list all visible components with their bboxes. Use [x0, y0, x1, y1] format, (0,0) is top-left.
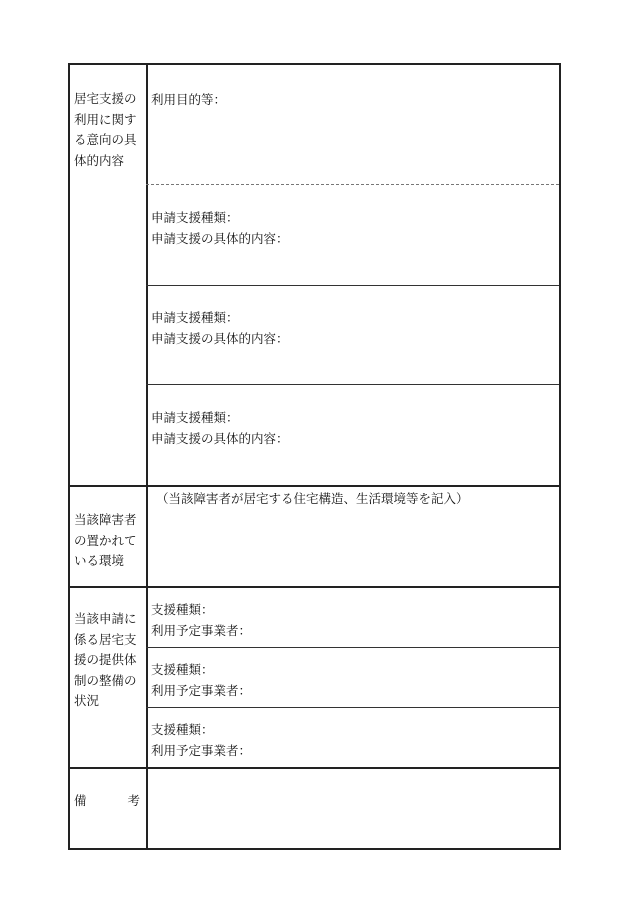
request-field-3[interactable] — [151, 407, 289, 449]
provider-label: 利用予定事業者： — [151, 623, 252, 638]
section-divider-provision — [70, 586, 559, 588]
remarks-char: 備 — [74, 793, 87, 808]
label-line: 当該障害者 — [74, 512, 137, 527]
remarks-char: 考 — [127, 793, 140, 808]
request-field-2[interactable] — [151, 307, 289, 349]
purpose-label: 利用目的等： — [151, 92, 227, 107]
provider-label: 利用予定事業者： — [151, 743, 252, 758]
support-type-label: 支援種類： — [151, 662, 214, 677]
request-content-label: 申請支援の具体的内容： — [151, 231, 289, 246]
request-type-label: 申請支援種類： — [151, 410, 239, 425]
request-field-1[interactable] — [151, 207, 289, 249]
label-line: の置かれて — [74, 532, 137, 548]
environment-note: （当該障害者が居宅する住宅構造、生活環境等を記入） — [156, 491, 469, 506]
provision-divider-1 — [146, 647, 559, 648]
label-line: いる環境 — [74, 553, 125, 568]
label-line: 係る居宅支 — [74, 631, 137, 647]
request-content-label: 申請支援の具体的内容： — [151, 331, 289, 346]
label-line: る意向の具 — [74, 132, 137, 147]
provision-divider-2 — [146, 707, 559, 708]
label-line: 居宅支援の — [74, 91, 137, 106]
label-line: 制の整備の — [74, 672, 137, 688]
provider-label: 利用予定事業者： — [151, 683, 252, 698]
residential-support-label — [74, 89, 144, 171]
provision-field-2[interactable] — [151, 659, 251, 701]
label-line: 体的内容 — [74, 152, 125, 168]
purpose-divider — [146, 184, 559, 185]
label-line: 当該申請に — [74, 611, 137, 626]
label-line: 状況 — [74, 693, 100, 708]
environment-label — [74, 510, 144, 572]
provision-label — [74, 609, 144, 712]
provision-field-1[interactable] — [151, 599, 251, 641]
request-divider-1 — [146, 285, 559, 286]
support-application-form — [68, 63, 561, 850]
remarks-input-area[interactable] — [148, 769, 559, 848]
request-type-label: 申請支援種類： — [151, 310, 239, 325]
section-divider-environment — [70, 485, 559, 487]
support-type-label: 支援種類： — [151, 722, 214, 737]
support-type-label: 支援種類： — [151, 602, 214, 617]
remarks-label — [74, 791, 140, 809]
request-type-label: 申請支援種類： — [151, 210, 239, 225]
environment-input-area[interactable] — [148, 507, 559, 585]
provision-field-3[interactable] — [151, 719, 251, 761]
label-column-divider — [146, 65, 148, 848]
request-divider-2 — [146, 384, 559, 385]
label-line: 利用に関す — [74, 111, 137, 127]
purpose-field[interactable] — [151, 89, 226, 110]
request-content-label: 申請支援の具体的内容： — [151, 431, 289, 446]
label-line: 援の提供体 — [74, 652, 137, 667]
